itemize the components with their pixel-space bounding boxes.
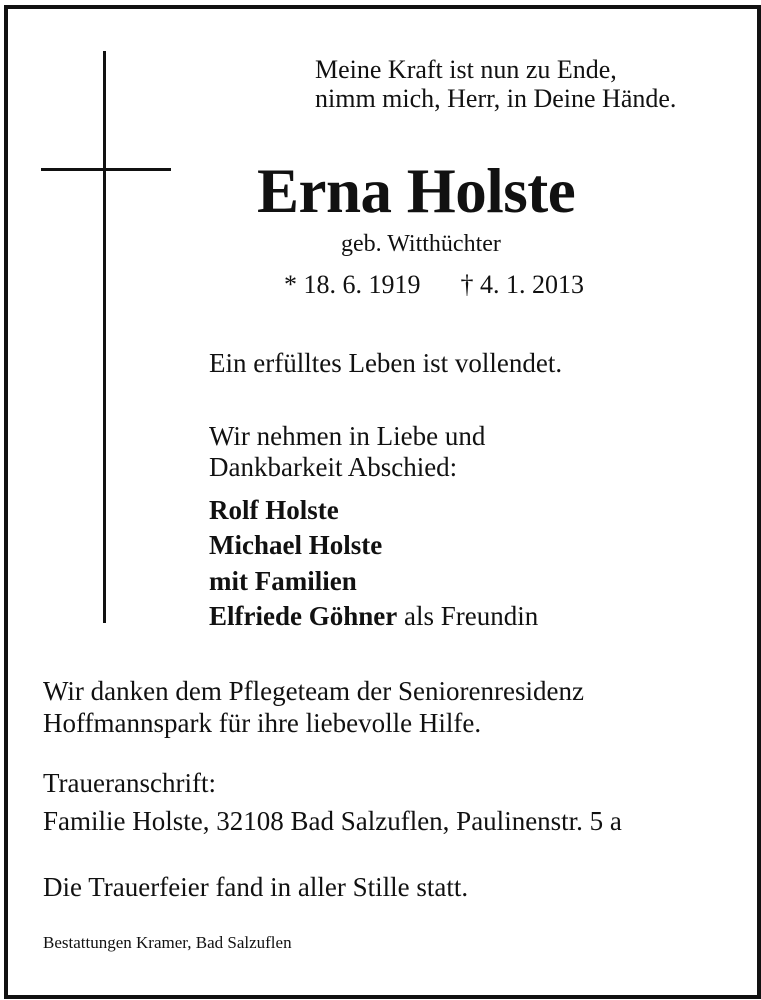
motto-line-1: Meine Kraft ist nun zu Ende, (315, 55, 617, 84)
life-dates (284, 272, 584, 298)
thanks-line-1: Wir danken dem Pflegeteam der Seniorenresidenz (43, 676, 584, 706)
mourner-3 (209, 568, 357, 595)
birth-date: * 18. 6. 1919 (284, 270, 421, 299)
address-value: Familie Holste, 32108 Bad Salzuflen, Paulinenstr. 5 a (43, 806, 622, 836)
death-date: † 4. 1. 2013 (460, 270, 584, 299)
quote: Ein erfülltes Leben ist vollendet. (209, 348, 563, 378)
mourner-name: Rolf Holste (209, 495, 339, 525)
mourner-name: mit Familien (209, 566, 357, 596)
funeral-home: Bestattungen Kramer, Bad Salzuflen (43, 933, 292, 952)
mourner-2 (209, 532, 382, 559)
born-name: geb. Witthüchter (341, 231, 501, 257)
cross-vertical-bar (103, 51, 106, 623)
mourner-1 (209, 497, 339, 524)
ceremony-note: Die Trauerfeier fand in aller Stille statt. (43, 872, 469, 902)
farewell-line-2: Dankbarkeit Abschied: (209, 452, 458, 482)
notice-border (4, 5, 761, 999)
address-label: Traueranschrift: (43, 768, 216, 798)
thanks-line-2: Hoffmannspark für ihre liebevolle Hilfe. (43, 708, 482, 738)
mourner-name: Elfriede Göhner (209, 601, 398, 631)
motto-line-2: nimm mich, Herr, in Deine Hände. (315, 84, 677, 113)
farewell-line-1: Wir nehmen in Liebe und (209, 421, 486, 451)
mourner-4 (209, 603, 538, 630)
deceased-name: Erna Holste (257, 156, 576, 226)
mourner-name: Michael Holste (209, 530, 383, 560)
mourner-suffix: als Freundin (403, 601, 539, 631)
cross-horizontal-bar (41, 168, 171, 171)
